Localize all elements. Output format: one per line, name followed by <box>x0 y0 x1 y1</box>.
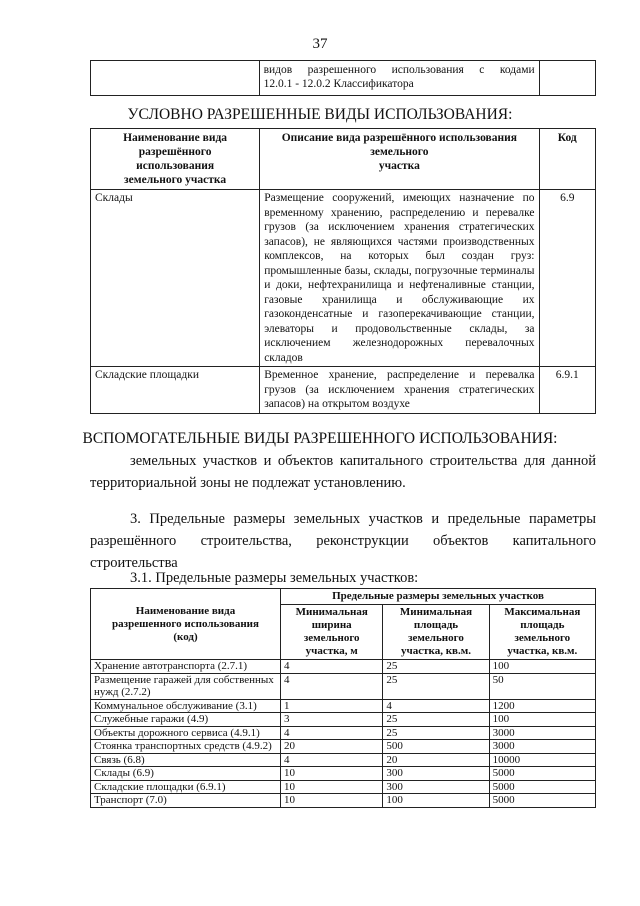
use-name-cell: Коммунальное обслуживание (3.1) <box>91 699 281 713</box>
continuation-table <box>90 60 596 96</box>
min-width-cell: 4 <box>281 753 383 767</box>
header-description-line: Описание вида разрешённого использования <box>281 132 517 144</box>
use-description: Временное хранение, распределение и перевалка грузов (за исключением хранения стратегических запасов) на открытом воздухе <box>260 367 539 414</box>
max-area-cell: 100 <box>489 660 595 674</box>
min-area-cell: 300 <box>383 780 489 794</box>
min-width-cell: 20 <box>281 740 383 754</box>
header-min-width-line: Минимальная <box>295 606 368 618</box>
max-area-cell: 100 <box>489 713 595 727</box>
min-width-cell: 4 <box>281 660 383 674</box>
min-width-cell: 10 <box>281 767 383 781</box>
header-code: Код <box>539 129 595 190</box>
min-area-cell: 500 <box>383 740 489 754</box>
header-max-area-line: земельного <box>514 632 571 644</box>
min-width-cell: 10 <box>281 780 383 794</box>
use-name: Склады <box>91 190 260 367</box>
use-name-cell: Склады (6.9) <box>91 767 281 781</box>
table-row <box>91 367 596 414</box>
header-description <box>260 129 539 190</box>
use-description: Размещение сооружений, имеющих назначение по временному хранению, распределению и перевалке грузов (за исключением хранения стратегических запасов), не являющихся частями производственных комплексов, на которых был создан груз: промышленные базы, склады, погрузочные терминалы и доки, нефтехранилища и нефтеналивные станции, газовые хранилища и обслуживающие их газоконденсатные и газоперекачивающие станции, элеваторы и продовольственные склады, за исключением железнодорожных перевалочных складов <box>260 190 539 367</box>
use-name-cell: Связь (6.8) <box>91 753 281 767</box>
header-min-area-line: участка, кв.м. <box>401 645 471 657</box>
table-row <box>91 726 596 740</box>
header-name-line: Наименование вида <box>123 132 228 144</box>
max-area-cell: 50 <box>489 673 595 699</box>
header-use-name <box>91 589 281 660</box>
use-name-cell: Служебные гаражи (4.9) <box>91 713 281 727</box>
header-name <box>91 129 260 190</box>
min-width-cell: 3 <box>281 713 383 727</box>
header-max-area-line: площадь <box>520 619 565 631</box>
continuation-text <box>259 61 539 96</box>
auxiliary-uses-text: земельных участков и объектов капитального строительства для данной территориальной зоны не подлежат установлению. <box>90 453 596 491</box>
max-area-cell: 1200 <box>489 699 595 713</box>
header-min-width-line: ширина земельного <box>303 619 360 644</box>
max-area-cell: 5000 <box>489 767 595 781</box>
limits-table <box>90 588 596 808</box>
header-max-area-line: Максимальная <box>504 606 581 618</box>
min-area-cell: 300 <box>383 767 489 781</box>
use-name-cell: Транспорт (7.0) <box>91 794 281 808</box>
header-min-area-line: Минимальная <box>399 606 473 618</box>
limits-paragraph: 3. Предельные размеры земельных участков и предельные параметры разрешённого строительства, реконструкции объектов капитального строительства <box>90 511 596 571</box>
header-min-width-line: участка, м <box>305 645 358 657</box>
use-name-cell: Складские площадки (6.9.1) <box>91 780 281 794</box>
header-max-area-line: участка, кв.м. <box>507 645 578 657</box>
header-max-area <box>489 605 595 660</box>
table-row <box>91 740 596 754</box>
max-area-cell: 5000 <box>489 780 595 794</box>
table-row <box>91 190 596 367</box>
header-name-line: использования <box>136 160 215 172</box>
min-area-cell: 100 <box>383 794 489 808</box>
header-use-name-line: разрешенного использования <box>112 617 259 630</box>
header-use-name-line: (код) <box>173 630 198 643</box>
use-name: Складские площадки <box>91 367 260 414</box>
continuation-line-1: видов разрешенного использования с кодами <box>263 64 535 76</box>
header-use-name-line: Наименование вида <box>135 604 236 617</box>
table-row <box>91 753 596 767</box>
header-min-area-line: земельного <box>408 632 464 644</box>
page-number: 37 <box>312 36 328 52</box>
min-area-cell: 25 <box>383 713 489 727</box>
max-area-cell: 5000 <box>489 794 595 808</box>
table-row <box>91 794 596 808</box>
min-width-cell: 10 <box>281 794 383 808</box>
use-code: 6.9 <box>539 190 595 367</box>
min-width-cell: 4 <box>281 673 383 699</box>
min-width-cell: 4 <box>281 726 383 740</box>
min-area-cell: 20 <box>383 753 489 767</box>
max-area-cell: 3000 <box>489 740 595 754</box>
header-group: Предельные размеры земельных участков <box>281 589 596 605</box>
header-description-line: земельного <box>370 146 429 158</box>
max-area-cell: 3000 <box>489 726 595 740</box>
header-description-line: участка <box>378 160 420 172</box>
limits-subtitle: 3.1. Предельные размеры земельных участков: <box>130 570 419 586</box>
empty-cell <box>91 61 260 96</box>
use-code: 6.9.1 <box>539 367 595 414</box>
auxiliary-uses-title: ВСПОМОГАТЕЛЬНЫЕ ВИДЫ РАЗРЕШЕННОГО ИСПОЛЬЗОВАНИЯ: <box>82 430 558 447</box>
conditional-uses-table <box>90 128 596 414</box>
table-row <box>91 660 596 674</box>
header-min-width <box>281 605 383 660</box>
header-name-line: земельного участка <box>124 174 227 186</box>
min-width-cell: 1 <box>281 699 383 713</box>
empty-cell <box>539 61 595 96</box>
use-name-cell: Объекты дорожного сервиса (4.9.1) <box>91 726 281 740</box>
min-area-cell: 25 <box>383 726 489 740</box>
header-name-line: разрешённого <box>138 146 212 158</box>
table-row <box>91 699 596 713</box>
use-name-cell: Размещение гаражей для собственных нужд (2.7.2) <box>91 673 281 699</box>
table-row <box>91 713 596 727</box>
table-row <box>91 767 596 781</box>
header-min-area-line: площадь <box>413 619 459 631</box>
table-row <box>91 780 596 794</box>
min-area-cell: 25 <box>383 660 489 674</box>
table-row <box>91 673 596 699</box>
max-area-cell: 10000 <box>489 753 595 767</box>
min-area-cell: 4 <box>383 699 489 713</box>
min-area-cell: 25 <box>383 673 489 699</box>
continuation-line-2: 12.0.1 - 12.0.2 Классификатора <box>263 78 414 90</box>
use-name-cell: Стоянка транспортных средств (4.9.2) <box>91 740 281 754</box>
conditional-uses-title: УСЛОВНО РАЗРЕШЕННЫЕ ВИДЫ ИСПОЛЬЗОВАНИЯ: <box>127 106 513 123</box>
header-min-area <box>383 605 489 660</box>
use-name-cell: Хранение автотранспорта (2.7.1) <box>91 660 281 674</box>
